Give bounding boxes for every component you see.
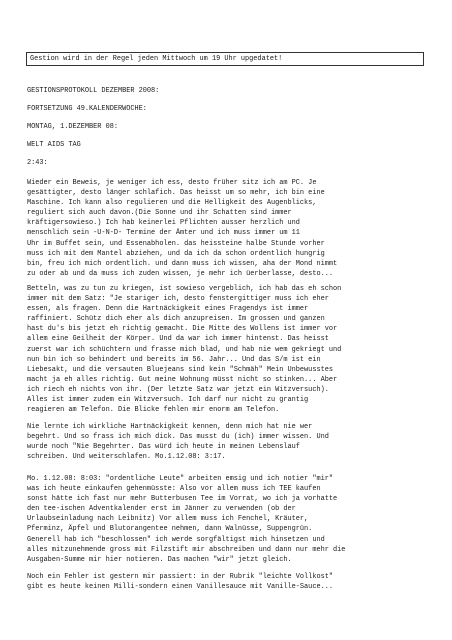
text-line: Uhr im Buffet sein, und Essenabholen. das heissteine halbe Stunde vorher: [27, 239, 325, 248]
text-line: Betteln, was zu tun zu kriegen, ist sowieso vergeblich, ich hab das eh schon: [27, 285, 342, 293]
text-line: den tee-ischen Adventkalender erst im Jänner zu verwenden (ob der: [27, 505, 296, 514]
text-line: Urlaubseinladung nach Leibnitz) Vor allem muss ich Fenchel, Kräuter,: [27, 515, 309, 524]
text-line: kräftigersowieso.) Ich hab keinerlei Pflichten ausser herzlich und: [27, 219, 300, 228]
date-heading: MONTAG, 1.DEZEMBER 08:: [27, 123, 118, 131]
text-line: alles mitzunehmende gross mit Filzstift mir abschreiben und dann nur mehr die: [27, 545, 346, 554]
text-line: gibt es heute keinen Milli-sondern einen Vanillesauce mit Vanille-Sauce...: [27, 583, 333, 592]
text-line: wurde noch "Nie Begehrter. Das würd ich heute in meinen Lebenslauf: [27, 443, 300, 452]
text-line: gesättigter, desto länger schlafich. Das heisst um so mehr, ich bin eine: [27, 189, 325, 198]
text-line: Alles ist immer zudem ein Witzversuch. Ich darf nur nicht zu grantig: [27, 396, 309, 405]
day-heading: WELT AIDS TAG: [27, 141, 81, 149]
update-notice-box: Gestion wird in der Regel jeden Mittwoch um 19 Uhr upgedatet!: [26, 52, 424, 66]
paragraph-3: [27, 422, 329, 462]
text-line: Ausgaben-Summe mir hier notieren. Das machen "wir" jetzt gleich.: [27, 555, 292, 564]
text-line: macht ja eh alles richtig. Gut meine Wohnung müsst nicht so stinken... Aber: [27, 375, 338, 384]
text-line: zuerst war ich schüchtern und frasse mich blad, und hab nie wem gekriegt und: [27, 345, 342, 354]
text-line: menschlich sein -U-N-D- Termine der Ämter und ich muss immer um 11: [27, 229, 300, 238]
text-line: ich riech eh nichts von ihr. (Der letzte Satz war jetzt ein Witzversuch).: [27, 385, 329, 394]
paragraph-1: [27, 178, 337, 279]
text-line: Wieder ein Beweis, je weniger ich ess, desto früher sitz ich am PC. Je: [27, 179, 317, 187]
text-line: begehrt. Und so frass ich mich dick. Das musst du (ich) immer wissen. Und: [27, 433, 329, 442]
text-line: allem eine Geilheit der Körper. Und da war ich immer hintenst. Das heisst: [27, 335, 329, 344]
text-line: muss ich mit dem Mantel abziehen, und da ich da schon ordentlich hungrig: [27, 249, 325, 258]
text-line: Pferminz, Äpfel und Blutorangentee nehmen, dann Walnüsse, Suppengrün.: [27, 525, 313, 534]
text-line: zu oder ab und da muss ich zuden wissen, je mehr ich üerberlasse, desto...: [27, 269, 333, 278]
text-line: sonst hätte ich fast nur mehr Butterbusen Tee im Vorrat, wo ich ja vorhatte: [27, 495, 338, 504]
text-line: Nie lernte ich wirkliche Hartnäckigkeit kennen, denn mich hat nie wer: [27, 423, 313, 431]
protocol-heading: GESTIONSPROTOKOLL DEZEMBER 2008:: [27, 87, 160, 95]
text-line: Generell hab ich "beschlossen" ich werde sorgfältigst mich hinsetzen und: [27, 535, 325, 544]
text-line: was ich heute einkaufen gehenmüsste: Also vor allem muss ich TEE kaufen: [27, 485, 321, 494]
text-line: schreiben. Und weiterschlafen. Mo.1.12.08: 3:17.: [27, 453, 226, 462]
paragraph-2: [27, 284, 341, 415]
text-line: reagieren am Telefon. Die Blicke fehlen mir enorm am Telefon.: [27, 406, 280, 415]
continuation-heading: FORTSETZUNG 49.KALENDERWOCHE:: [27, 105, 147, 113]
paragraph-5: [27, 572, 333, 592]
paragraph-4: [27, 474, 345, 565]
text-line: Liebesakt, und die versauten Bluejeans sind kein "Schmäh" Mein Unbewusstes: [27, 365, 333, 374]
time-heading: 2:43:: [27, 159, 48, 167]
text-line: immer mit dem Satz: "Je stariger ich, desto fenstergittiger muss ich eher: [27, 295, 329, 304]
text-line: bin, freu ich mich ordentlich. und dann muss ich wissen, aha der Mond nimmt: [27, 259, 338, 268]
text-line: raffiniert. Schütz dich eher als dich anzupreisen. Im grossen und ganzen: [27, 315, 325, 324]
text-line: Noch ein Fehler ist gestern mir passiert: in der Rubrik "leichte Vollkost": [27, 573, 333, 581]
text-line: Mo. 1.12.08: 8:03: "ordentliche Leute" arbeiten emsig und ich notier "mir": [27, 475, 333, 483]
text-line: essen, als fragen. Denn die Hartnäckigkeit eines Fragendys ist immer: [27, 305, 309, 314]
text-line: reguliert sich auch davon.(Die Sonne und ihr Schatten sind immer: [27, 209, 292, 218]
text-line: nun bin ich so behindert und bereits im 56. Jahr... Und das S/m ist ein: [27, 355, 321, 364]
text-line: hast du's bis jetzt eh richtig gemacht. Die Mitte des Wollens ist immer vor: [27, 325, 338, 334]
text-line: Maschine. Ich kann also regulieren und die Helligkeit des Augenblicks,: [27, 199, 317, 208]
